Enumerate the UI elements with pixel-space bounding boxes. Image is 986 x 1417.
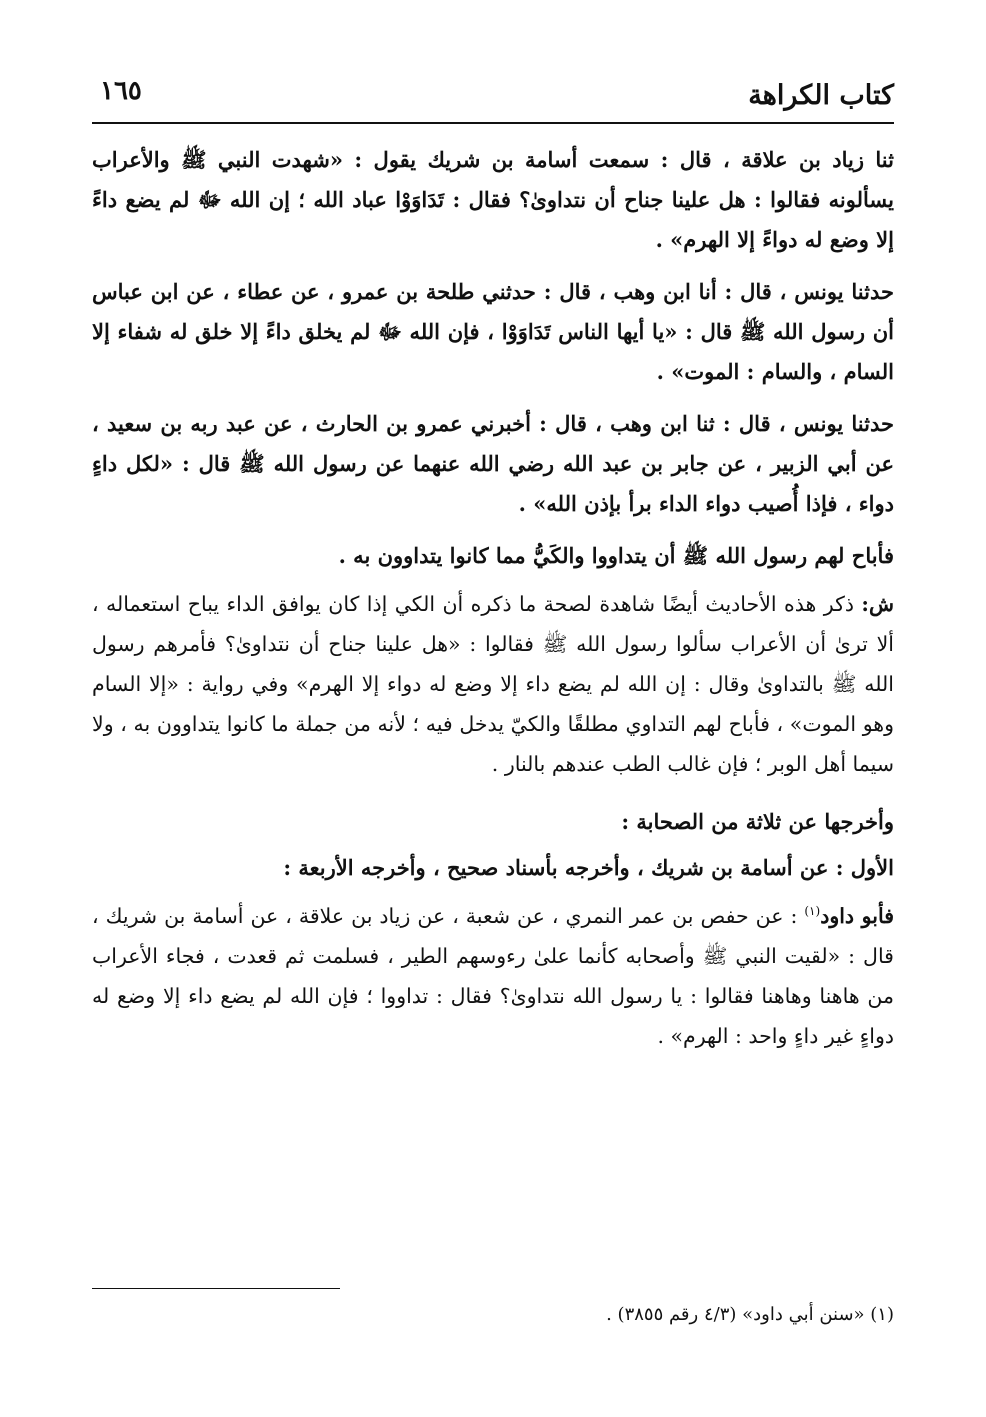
ruling-paragraph: فأباح لهم رسول الله ﷺ أن يتداووا والكَيُّ مما كانوا يتداوون به .	[338, 543, 894, 568]
abu-dawud-lead: فأبو داود	[820, 904, 894, 928]
commentary-text: ذكر هذه الأحاديث أيضًا شاهدة لصحة ما ذكره أن الكي إذا كان يوافق الداء يباح استعماله ، ألا ترىٰ أن الأعراب سألوا رسول الله ﷺ فقالوا : «هل علينا جناح أن نتداوىٰ؟ فأمرهم رسول الله ﷺ بالتداوىٰ وقال : إن الله لم يضع داء إلا وضع له دواء إلا الهرم» وفي رواية : «إلا السام وهو الموت» ، فأباح لهم التداوي مطلقًا والكيّ يدخل فيه ؛ لأنه من جملة ما كانوا يتداوون به ، ولا سيما أهل الوبر ؛ فإن غالب الطب عندهم بالنار .	[92, 592, 894, 776]
footnote-rule	[92, 1288, 340, 1289]
running-title: كتاب الكراهة	[748, 80, 894, 111]
page-header	[92, 70, 894, 122]
subsection-heading: الأول : عن أسامة بن شريك ، وأخرجه بأسناد صحيح ، وأخرجه الأربعة :	[283, 855, 894, 880]
abu-dawud-paragraph	[92, 896, 894, 1056]
abu-dawud-text: : عن حفص بن عمر النمري ، عن شعبة ، عن زياد بن علاقة ، عن أسامة بن شريك ، قال : «لقيت النبي ﷺ وأصحابه كأنما علىٰ رءوسهم الطير ، فسلمت ثم قعدت ، فجاء الأعراب من هاهنا وهاهنا فقالوا : يا رسول الله نتداوىٰ؟ فقال : تداووا ؛ فإن الله لم يضع داء إلا وضع له دواءٍ غير داءٍ واحد : الهرم» .	[92, 904, 894, 1048]
footnote-reference[interactable]: (١)	[804, 904, 821, 919]
header-rule	[92, 122, 894, 124]
commentary-lead: ش:	[861, 592, 894, 616]
hadith-paragraph-3: حدثنا يونس ، قال : ثنا ابن وهب ، قال : أخبرني عمرو بن الحارث ، عن عبد ربه بن سعيد ، عن أبي الزبير ، عن جابر بن عبد الله رضي الله عنهما عن رسول الله ﷺ قال : «لكل داءٍ دواء ، فإذا أُصيب دواء الداء برأ بإذن الله» .	[92, 411, 894, 516]
footnote: (١) «سنن أبي داود» (٤/٣ رقم ٣٨٥٥) .	[606, 1304, 894, 1325]
page-body	[92, 140, 894, 1056]
commentary-paragraph	[92, 584, 894, 784]
page-number: ١٦٥	[100, 76, 142, 106]
hadith-paragraph-2: حدثنا يونس ، قال : أنا ابن وهب ، قال : حدثني طلحة بن عمرو ، عن عطاء ، عن ابن عباس أن رسول الله ﷺ قال : «يا أيها الناس تَدَاوَوْا ، فإن الله ﷻ لم يخلق داءً إلا خلق له شفاء إلا السام ، والسام : الموت» .	[92, 279, 894, 384]
section-heading: وأخرجها عن ثلاثة من الصحابة :	[621, 809, 894, 834]
hadith-paragraph-1: ثنا زياد بن علاقة ، قال : سمعت أسامة بن شريك يقول : «شهدت النبي ﷺ والأعراب يسألونه فقالوا : هل علينا جناح أن نتداوىٰ؟ فقال : تَدَاوَوْا عباد الله ؛ إن الله ﷻ لم يضع داءً إلا وضع له دواءً إلا الهرم» .	[92, 147, 894, 252]
